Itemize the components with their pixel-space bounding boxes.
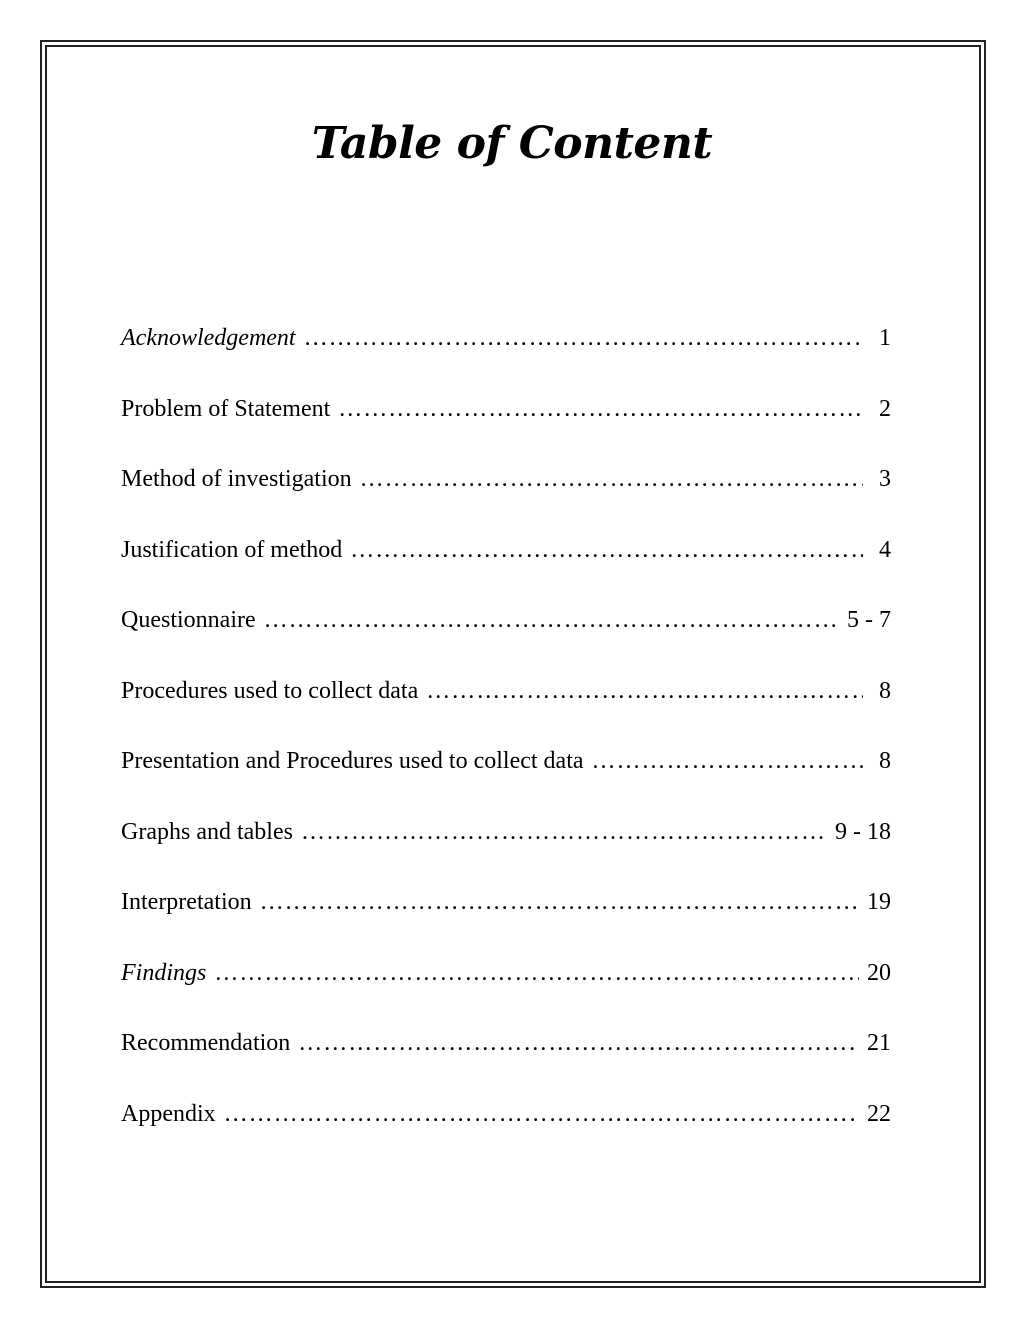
toc-dot-leader xyxy=(338,396,863,423)
toc-entry-presentation xyxy=(121,748,891,819)
toc-entry-page: 8 xyxy=(879,677,891,704)
toc-entry-appendix xyxy=(121,1101,891,1172)
page-title: Table of Content xyxy=(311,118,713,169)
toc-dot-leader xyxy=(260,889,859,916)
toc-entry-recommendation xyxy=(121,1030,891,1101)
toc-entry-page: 8 xyxy=(879,748,891,774)
toc-entry-page: 22 xyxy=(867,1100,891,1127)
toc-dot-leader xyxy=(360,466,863,493)
toc-entry-label: Problem of Statement xyxy=(121,395,331,422)
toc-dot-leader xyxy=(298,1030,859,1057)
toc-entry-questionnaire xyxy=(121,607,891,678)
toc-entry-graphs-and-tables xyxy=(121,819,891,890)
toc-entry-page: 5 - 7 xyxy=(847,607,891,633)
toc-dot-leader xyxy=(224,1101,859,1128)
toc-entry-findings xyxy=(121,960,891,1031)
toc-entry-page: 20 xyxy=(867,959,891,986)
toc-entry-page: 21 xyxy=(867,1030,891,1056)
toc-entry-label: Justification of method xyxy=(121,536,343,563)
toc-entry-page: 1 xyxy=(879,325,891,351)
toc-entry-page: 3 xyxy=(879,466,891,492)
toc-entry-label: Recommendation xyxy=(121,1030,291,1056)
toc-entry-page: 19 xyxy=(867,889,891,915)
toc-entry-justification-of-method xyxy=(121,537,891,608)
toc-dot-leader xyxy=(264,607,839,634)
toc-entry-label: Findings xyxy=(121,959,207,986)
toc-entry-label: Acknowledgement xyxy=(121,325,296,351)
toc-dot-leader xyxy=(214,960,859,987)
toc-entry-label: Questionnaire xyxy=(121,607,256,633)
toc-entry-page: 9 - 18 xyxy=(835,818,891,845)
toc-entry-label: Procedures used to collect data xyxy=(121,677,419,704)
toc-entry-label: Presentation and Procedures used to collect data xyxy=(121,748,584,774)
toc-entry-acknowledgement xyxy=(121,325,891,396)
table-of-contents xyxy=(121,325,891,1171)
toc-entry-label: Interpretation xyxy=(121,889,252,915)
toc-dot-leader xyxy=(592,748,863,775)
toc-entry-page: 2 xyxy=(879,395,891,422)
toc-entry-label: Method of investigation xyxy=(121,466,352,492)
toc-dot-leader xyxy=(426,678,863,705)
toc-dot-leader xyxy=(301,819,827,846)
toc-entry-method-of-investigation xyxy=(121,466,891,537)
toc-entry-label: Graphs and tables xyxy=(121,818,293,845)
toc-entry-interpretation xyxy=(121,889,891,960)
toc-entry-label: Appendix xyxy=(121,1100,216,1127)
toc-dot-leader xyxy=(350,537,863,564)
toc-entry-procedures xyxy=(121,678,891,749)
toc-dot-leader xyxy=(304,325,863,352)
toc-entry-page: 4 xyxy=(879,536,891,563)
toc-entry-problem-of-statement xyxy=(121,396,891,467)
